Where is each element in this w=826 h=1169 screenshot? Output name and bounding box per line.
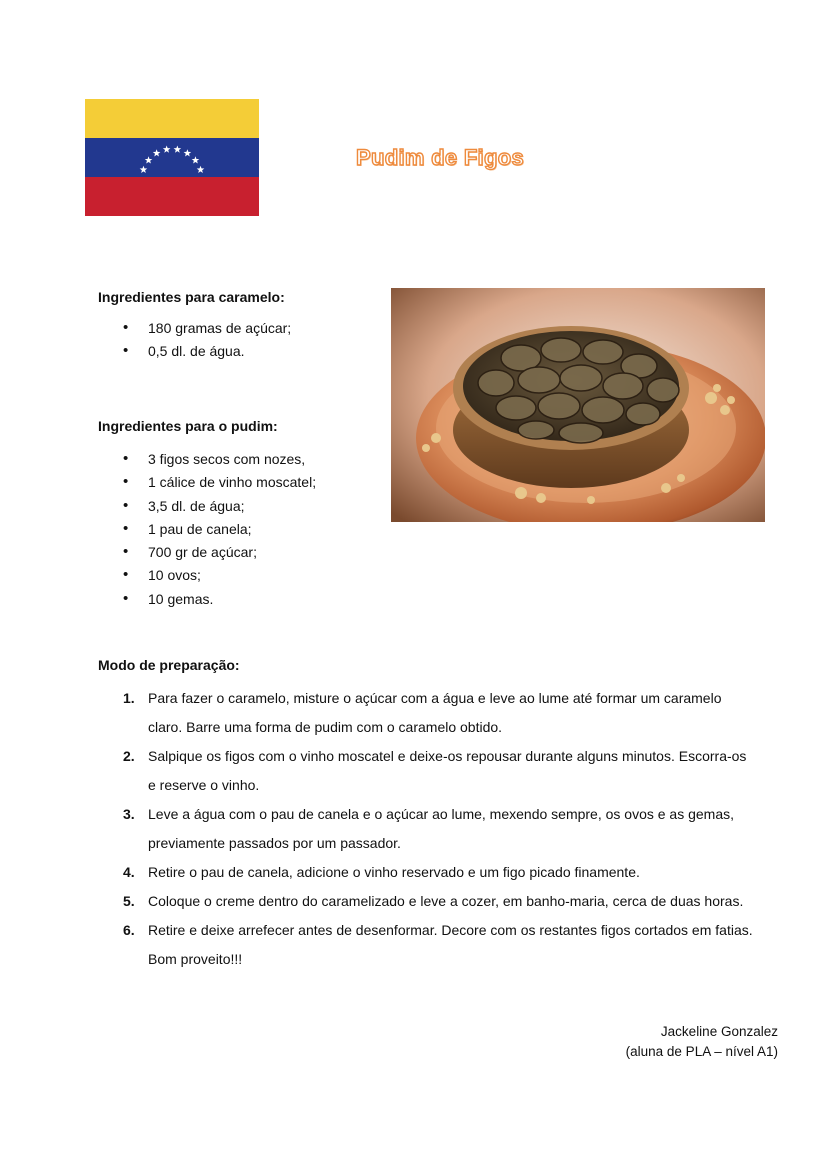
list-item: • 0,5 dl. de água. [98,341,291,364]
flag-stripe-blue [85,138,259,177]
step-number: 3. [123,806,135,822]
list-item: • 10 gemas. [98,589,316,612]
page-title: Pudim de Figos [356,145,524,170]
step-number: 2. [123,748,135,764]
step-number: 6. [123,922,135,938]
author-name: Jackeline Gonzalez [660,1024,778,1039]
step-item [98,742,758,800]
list-item: • 1 cálice de vinho moscatel; [98,472,316,495]
list-item: • 1 pau de canela; [98,519,316,542]
caramel-ingredients-list [98,318,291,365]
step-text: Salpique os figos com o vinho moscatel e deixe-os repousar durante alguns minutos. Escorra-os e reserve o vinho. [148,748,747,793]
venezuela-flag [85,99,259,216]
caramel-heading: Ingredientes para caramelo: [98,289,285,305]
step-item [98,684,758,742]
step-text: Leve a água com o pau de canela e o açúcar ao lume, mexendo sempre, os ovos e as gemas, previamente passados por um passador. [148,806,735,851]
step-text: Retire e deixe arrefecer antes de desenformar. Decore com os restantes figos cortados em fatias. Bom proveito!!! [148,922,753,967]
list-item: • 3,5 dl. de água; [98,496,316,519]
step-number: 5. [123,893,135,909]
list-item: • 10 ovos; [98,565,316,588]
author-role: (aluna de PLA – nível A1) [625,1044,778,1059]
step-text: Retire o pau de canela, adicione o vinho reservado e um figo picado finamente. [148,864,640,880]
step-item [98,800,758,858]
step-text: Para fazer o caramelo, misture o açúcar com a água e leve ao lume até formar um caramelo claro. Barre uma forma de pudim com o caramelo obtido. [148,690,722,735]
step-item [98,887,758,916]
signature [626,1022,778,1062]
step-item [98,916,758,974]
step-text: Coloque o creme dentro do caramelizado e leve a cozer, em banho-maria, cerca de duas horas. [148,893,744,909]
step-number: 1. [123,690,135,706]
list-item: • 180 gramas de açúcar; [98,318,291,341]
pudding-heading: Ingredientes para o pudim: [98,418,278,434]
pudding-ingredients-list [98,449,316,612]
flag-stripe-red [85,177,259,216]
flag-stripe-yellow [85,99,259,138]
fig-pudding-photo [391,288,765,522]
method-steps-list [98,684,758,974]
list-item: • 700 gr de açúcar; [98,542,316,565]
step-number: 4. [123,864,135,880]
step-item [98,858,758,887]
method-heading: Modo de preparação: [98,657,240,673]
list-item: • 3 figos secos com nozes, [98,449,316,472]
